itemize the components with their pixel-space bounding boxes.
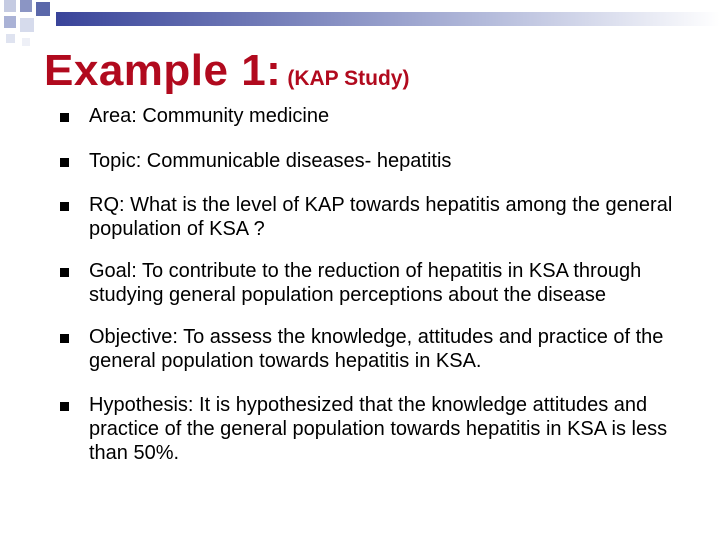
bullet-text: Objective: To assess the knowledge, attitudes and practice of the general population towards hepatitis in KSA.	[89, 326, 664, 372]
deco-gradient-bar	[56, 12, 720, 26]
square-bullet-icon	[60, 113, 69, 122]
bullet-item-goal	[60, 259, 710, 307]
bullet-text: Goal: To contribute to the reduction of hepatitis in KSA through studying general population perceptions about the disease	[89, 260, 642, 306]
title-subtitle: (KAP Study)	[287, 67, 410, 90]
square-bullet-icon	[60, 402, 69, 411]
square-bullet-icon	[60, 268, 69, 277]
bullet-item-rq	[60, 193, 710, 241]
deco-square	[20, 0, 32, 12]
deco-square	[6, 34, 15, 43]
bullet-text: Hypothesis: It is hypothesized that the knowledge attitudes and practice of the general population towards hepatitis in KSA is less than 50%.	[89, 394, 668, 464]
bullet-item-objective	[60, 325, 710, 373]
bullet-item-hypothesis	[60, 393, 710, 465]
title-main: Example 1:	[44, 46, 282, 95]
bullet-text: RQ: What is the level of KAP towards hepatitis among the general population of KSA ?	[89, 194, 673, 240]
bullet-list	[60, 104, 710, 465]
deco-square	[20, 18, 34, 32]
square-bullet-icon	[60, 202, 69, 211]
deco-square	[4, 0, 16, 12]
square-bullet-icon	[60, 334, 69, 343]
page-title	[44, 46, 409, 96]
deco-square	[4, 16, 16, 28]
bullet-text: Topic: Communicable diseases- hepatitis	[89, 150, 452, 172]
deco-square	[36, 2, 50, 16]
deco-square	[22, 38, 30, 46]
square-bullet-icon	[60, 158, 69, 167]
bullet-item-topic	[60, 149, 710, 173]
bullet-text: Area: Community medicine	[89, 105, 330, 127]
bullet-item-area	[60, 104, 710, 128]
